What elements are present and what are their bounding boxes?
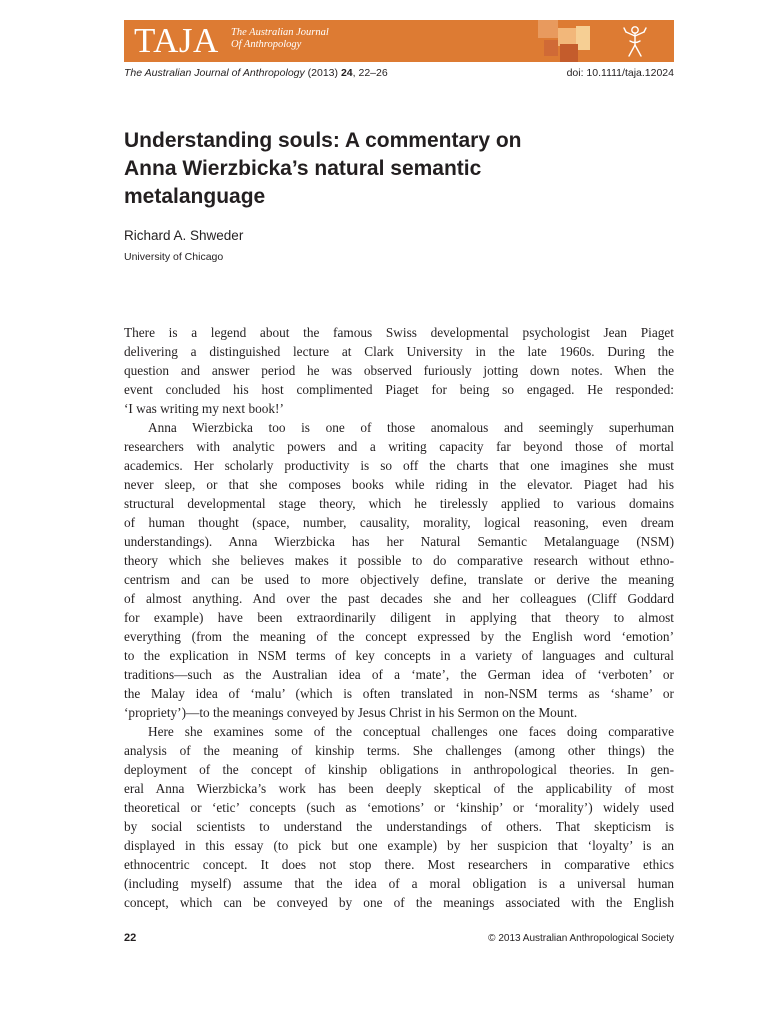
year: (2013)	[307, 67, 339, 79]
body-line: delivering a distinguished lecture at Clark University in the late 1960s. During the	[124, 344, 674, 359]
banner-decor-square	[560, 44, 578, 62]
journal-subtitle	[231, 27, 329, 51]
banner-decor-square	[544, 40, 558, 56]
body-line: structural developmental stage theory, which he tirelessly applied to various domains	[124, 496, 674, 511]
body-line: displayed in this essay (to pick but one example) by her suspicion that ‘loyalty’ is an	[124, 838, 674, 853]
journal-logo: TAJA	[134, 21, 219, 60]
author-name: Richard A. Shweder	[124, 228, 244, 243]
page-number: 22	[124, 932, 137, 944]
copyright: © 2013 Australian Anthropological Society	[488, 933, 674, 944]
body-line: centrism and can be used to more objectively define, translate or derive the meaning	[124, 572, 674, 587]
body-line: of almost anything. And over the past decades she and her colleagues (Cliff Goddard	[124, 591, 674, 606]
body-line: of human thought (space, number, causality, morality, logical reasoning, even dream	[124, 515, 674, 530]
running-head	[124, 67, 674, 81]
page-footer	[124, 932, 674, 946]
body-line: researchers with analytic powers and a writing capacity far beyond those of mortal	[124, 439, 674, 454]
body-line: Here she examines some of the conceptual challenges one faces doing comparative	[148, 724, 674, 739]
body-line: ‘I was writing my next book!’	[124, 401, 284, 416]
banner-decor-square	[538, 20, 558, 38]
journal-subtitle-line: Of Anthropology	[231, 39, 302, 50]
body-line: event concluded his host complimented Piaget for being so engaged. He responded:	[124, 382, 674, 397]
doi: doi: 10.1111/taja.12024	[566, 67, 674, 79]
body-line: eral Anna Wierzbicka’s work has been deeply skeptical of the applicability of most	[124, 781, 674, 796]
body-line: analysis of the meaning of kinship terms. She challenges (among other things) the	[124, 743, 674, 758]
journal-subtitle-line: The Australian Journal	[231, 27, 329, 38]
body-line: ‘propriety’)—to the meanings conveyed by Jesus Christ in his Sermon on the Mount.	[124, 705, 578, 720]
journal-name: The Australian Journal of Anthropology	[124, 67, 305, 79]
citation	[124, 67, 388, 79]
title-line: Understanding souls: A commentary on	[124, 129, 522, 152]
body-line: theoretical or ‘etic’ concepts (such as ‘emotions’ or ‘kinship’ or ‘morality’) widely used	[124, 800, 674, 815]
title-line: metalanguage	[124, 185, 266, 208]
journal-banner	[124, 20, 674, 62]
body-line: by social scientists to understand the understandings of others. That skepticism is	[124, 819, 674, 834]
figure-emblem-icon	[620, 23, 650, 59]
body-line: There is a legend about the famous Swiss developmental psychologist Jean Piaget	[124, 325, 674, 340]
body-line: deployment of the concept of kinship obligations in anthropological theories. In gen-	[124, 762, 674, 777]
body-line: (including myself) assume that the idea of a moral obligation is a universal human	[124, 876, 674, 891]
body-line: concept, which can be conveyed by one of the meanings associated with the English	[124, 895, 674, 910]
body-line: Anna Wierzbicka too is one of those anomalous and seemingly superhuman	[148, 420, 674, 435]
body-line: for example) have been extraordinarily diligent in applying that theory to almost	[124, 610, 674, 625]
banner-decor-square	[576, 26, 590, 50]
body-line: ethnocentric concept. It does not stop there. Most researchers in comparative ethics	[124, 857, 674, 872]
page-range: , 22–26	[352, 67, 388, 79]
volume: 24	[340, 67, 353, 79]
body-line: the Malay idea of ‘malu’ (which is often translated in non-NSM terms as ‘shame’ or	[124, 686, 674, 701]
article-body	[124, 323, 674, 912]
body-line: understandings). Anna Wierzbicka has her Natural Semantic Metalanguage (NSM)	[124, 534, 674, 549]
body-line: traditions—such as the Australian idea of a ‘mate’, the German idea of ‘verboten’ or	[124, 667, 674, 682]
body-line: academics. Her scholarly productivity is so off the charts that one imagines she must	[124, 458, 674, 473]
body-line: to the explication in NSM terms of key concepts in a variety of languages and cultural	[124, 648, 674, 663]
title-line: Anna Wierzbicka’s natural semantic	[124, 157, 482, 180]
body-line: never sleep, or that she composes books while riding in the elevator. Piaget had his	[124, 477, 674, 492]
body-line: question and answer period he was observed furiously jotting down notes. When the	[124, 363, 674, 378]
body-line: everything (from the meaning of the concept expressed by the English word ‘emotion’	[124, 629, 674, 644]
article-title	[124, 127, 674, 211]
body-line: theory which she believes makes it possible to do comparative research without ethno-	[124, 553, 674, 568]
author-affiliation: University of Chicago	[124, 251, 224, 263]
